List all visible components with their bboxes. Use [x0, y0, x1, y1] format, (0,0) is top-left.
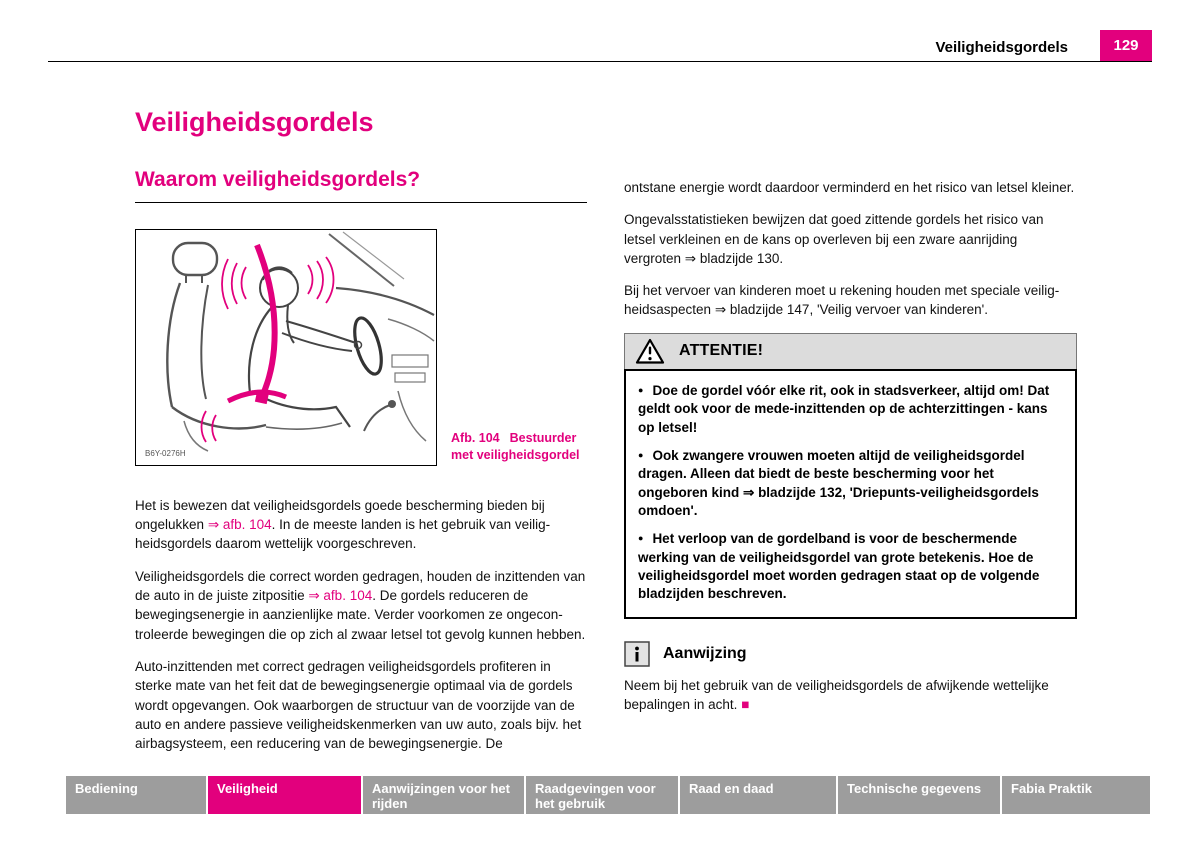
attention-box	[624, 333, 1077, 619]
note-title: Aanwijzing	[663, 644, 747, 662]
paragraph	[624, 178, 1077, 197]
figure-illustration	[135, 229, 437, 466]
right-column	[624, 108, 1077, 766]
attention-body	[624, 369, 1077, 619]
text-segment: Het verloop van de gordelband is voor de beschermende werking van de veiligheidsgordel van grote betekenis. Hoe de veiligheidsgordel moet worden gedragen staat op de volgende bladzijden beschreven.	[638, 531, 1040, 602]
section-heading: Waarom veiligheidsgordels?	[135, 168, 587, 203]
page-title: Veiligheidsgordels	[135, 107, 374, 137]
attention-bullet	[638, 530, 1063, 603]
attention-bullet	[638, 382, 1063, 437]
text-segment: . De gordels reduceren de bewegingsenergie in aanzienlijke mate. Verder voorkomen ze ongecon-troleerde bewegingen die op zich al zwaar letsel tot gevolg kunnen hebben.	[135, 588, 586, 642]
text-segment: ■	[741, 697, 750, 713]
figure-afb-104	[135, 229, 587, 466]
header-title: Veiligheidsgordels	[935, 39, 1068, 56]
text-segment: Bij het vervoer van kinderen moet u rekening houden met speciale veilig-heidsaspecten ⇒ bladzijde 147, 'Veilig vervoer van kinderen'.	[624, 283, 1060, 318]
note-header	[624, 641, 1077, 667]
text-segment: Ongevalsstatistieken bewijzen dat goed zittende gordels het risico van letsel verkleinen en de kans op overleven bij een zware aanrijding vergroten ⇒ bladzijde 130.	[624, 212, 1044, 266]
text-segment: Ook zwangere vrouwen moeten altijd de veiligheidsgordel dragen. Alleen dat biedt de beste bescherming voor het ongeboren kind ⇒ bladzijde 132, 'Driepunts-veiligheidsgordels omdoen'.	[638, 447, 1039, 518]
figure-caption-text: Bestuurder met veiligheidsgordel	[451, 431, 580, 462]
bullet-icon: ●	[638, 384, 644, 395]
chapter-tab-bar	[66, 776, 1150, 814]
cross-reference-link[interactable]: ⇒ afb. 104	[308, 588, 373, 604]
attention-title: ATTENTIE!	[679, 342, 764, 360]
bullet-icon: ●	[638, 449, 644, 460]
tab-raad-en-daad[interactable]: Raad en daad	[680, 776, 836, 814]
bullet-text	[638, 383, 1049, 435]
paragraph	[135, 657, 587, 753]
bullet-icon: ●	[638, 533, 644, 544]
bullet-text	[638, 531, 1039, 601]
tab-veiligheid[interactable]: Veiligheid	[208, 776, 361, 814]
paragraph	[135, 496, 587, 554]
tab-bediening[interactable]: Bediening	[66, 776, 206, 814]
paragraph	[624, 281, 1077, 320]
text-segment: Doe de gordel vóór elke rit, ook in stadsverkeer, altijd om! Dat geldt ook voor de mede-inzittenden op de achterzittingen - kans op letsel!	[638, 382, 1050, 435]
header-rule	[48, 61, 1152, 62]
text-segment: Het is bewezen dat veiligheidsgordels goede bescherming bieden bij ongelukken	[135, 497, 545, 533]
paragraph	[624, 210, 1077, 268]
paragraph	[135, 567, 587, 644]
left-column	[135, 108, 587, 766]
text-segment: Neem bij het gebruik van de veiligheidsgordels de afwijkende wettelijke bepalingen in acht.	[624, 677, 1049, 713]
page-number-badge: 129	[1100, 30, 1152, 61]
cross-reference-link[interactable]: ⇒ afb. 104	[207, 517, 272, 533]
figure-caption	[451, 430, 591, 464]
attention-header	[624, 333, 1077, 370]
warning-triangle-icon	[635, 338, 665, 365]
note-section	[624, 641, 1077, 715]
tab-fabia-praktik[interactable]: Fabia Praktik	[1002, 776, 1150, 814]
bullet-text	[638, 448, 1039, 518]
figure-caption-label: Afb. 104	[451, 431, 500, 446]
note-text	[624, 676, 1077, 715]
text-segment: ontstane energie wordt daardoor verminderd en het risico van letsel kleiner.	[624, 180, 1075, 195]
tab-technische-gegevens[interactable]: Technische gegevens	[838, 776, 1000, 814]
driver-seatbelt-drawing	[136, 230, 436, 465]
info-icon	[624, 641, 650, 667]
tab-aanwijzingen-voor-het-rijden[interactable]: Aanwijzingen voor het rijden	[363, 776, 524, 814]
content-area	[135, 108, 1077, 766]
attention-bullet	[638, 447, 1063, 520]
figure-code: B6Y-0276H	[145, 448, 186, 458]
text-segment: Veiligheidsgordels die correct worden gedragen, houden de inzittenden van de auto in de juiste zitpositie	[135, 568, 586, 604]
tab-raadgevingen-voor-het-gebruik[interactable]: Raadgevingen voor het gebruik	[526, 776, 678, 814]
text-segment: Auto-inzittenden met correct gedragen veiligheidsgordels profiteren in sterke mate van het feit dat de bewegingsenergie optimaal via de gordels wordt opgevangen. Ook waarborgen de structuur van de voorzijde van de auto en andere passieve veiligheidskenmerken van uw auto, zoals bijv. het airbagsysteem, een reducering van de bewegingsenergie. De	[135, 658, 582, 752]
text-segment: . In de meeste landen is het gebruik van veilig-heidsgordels daarom wettelijk voorgeschreven.	[135, 517, 551, 552]
